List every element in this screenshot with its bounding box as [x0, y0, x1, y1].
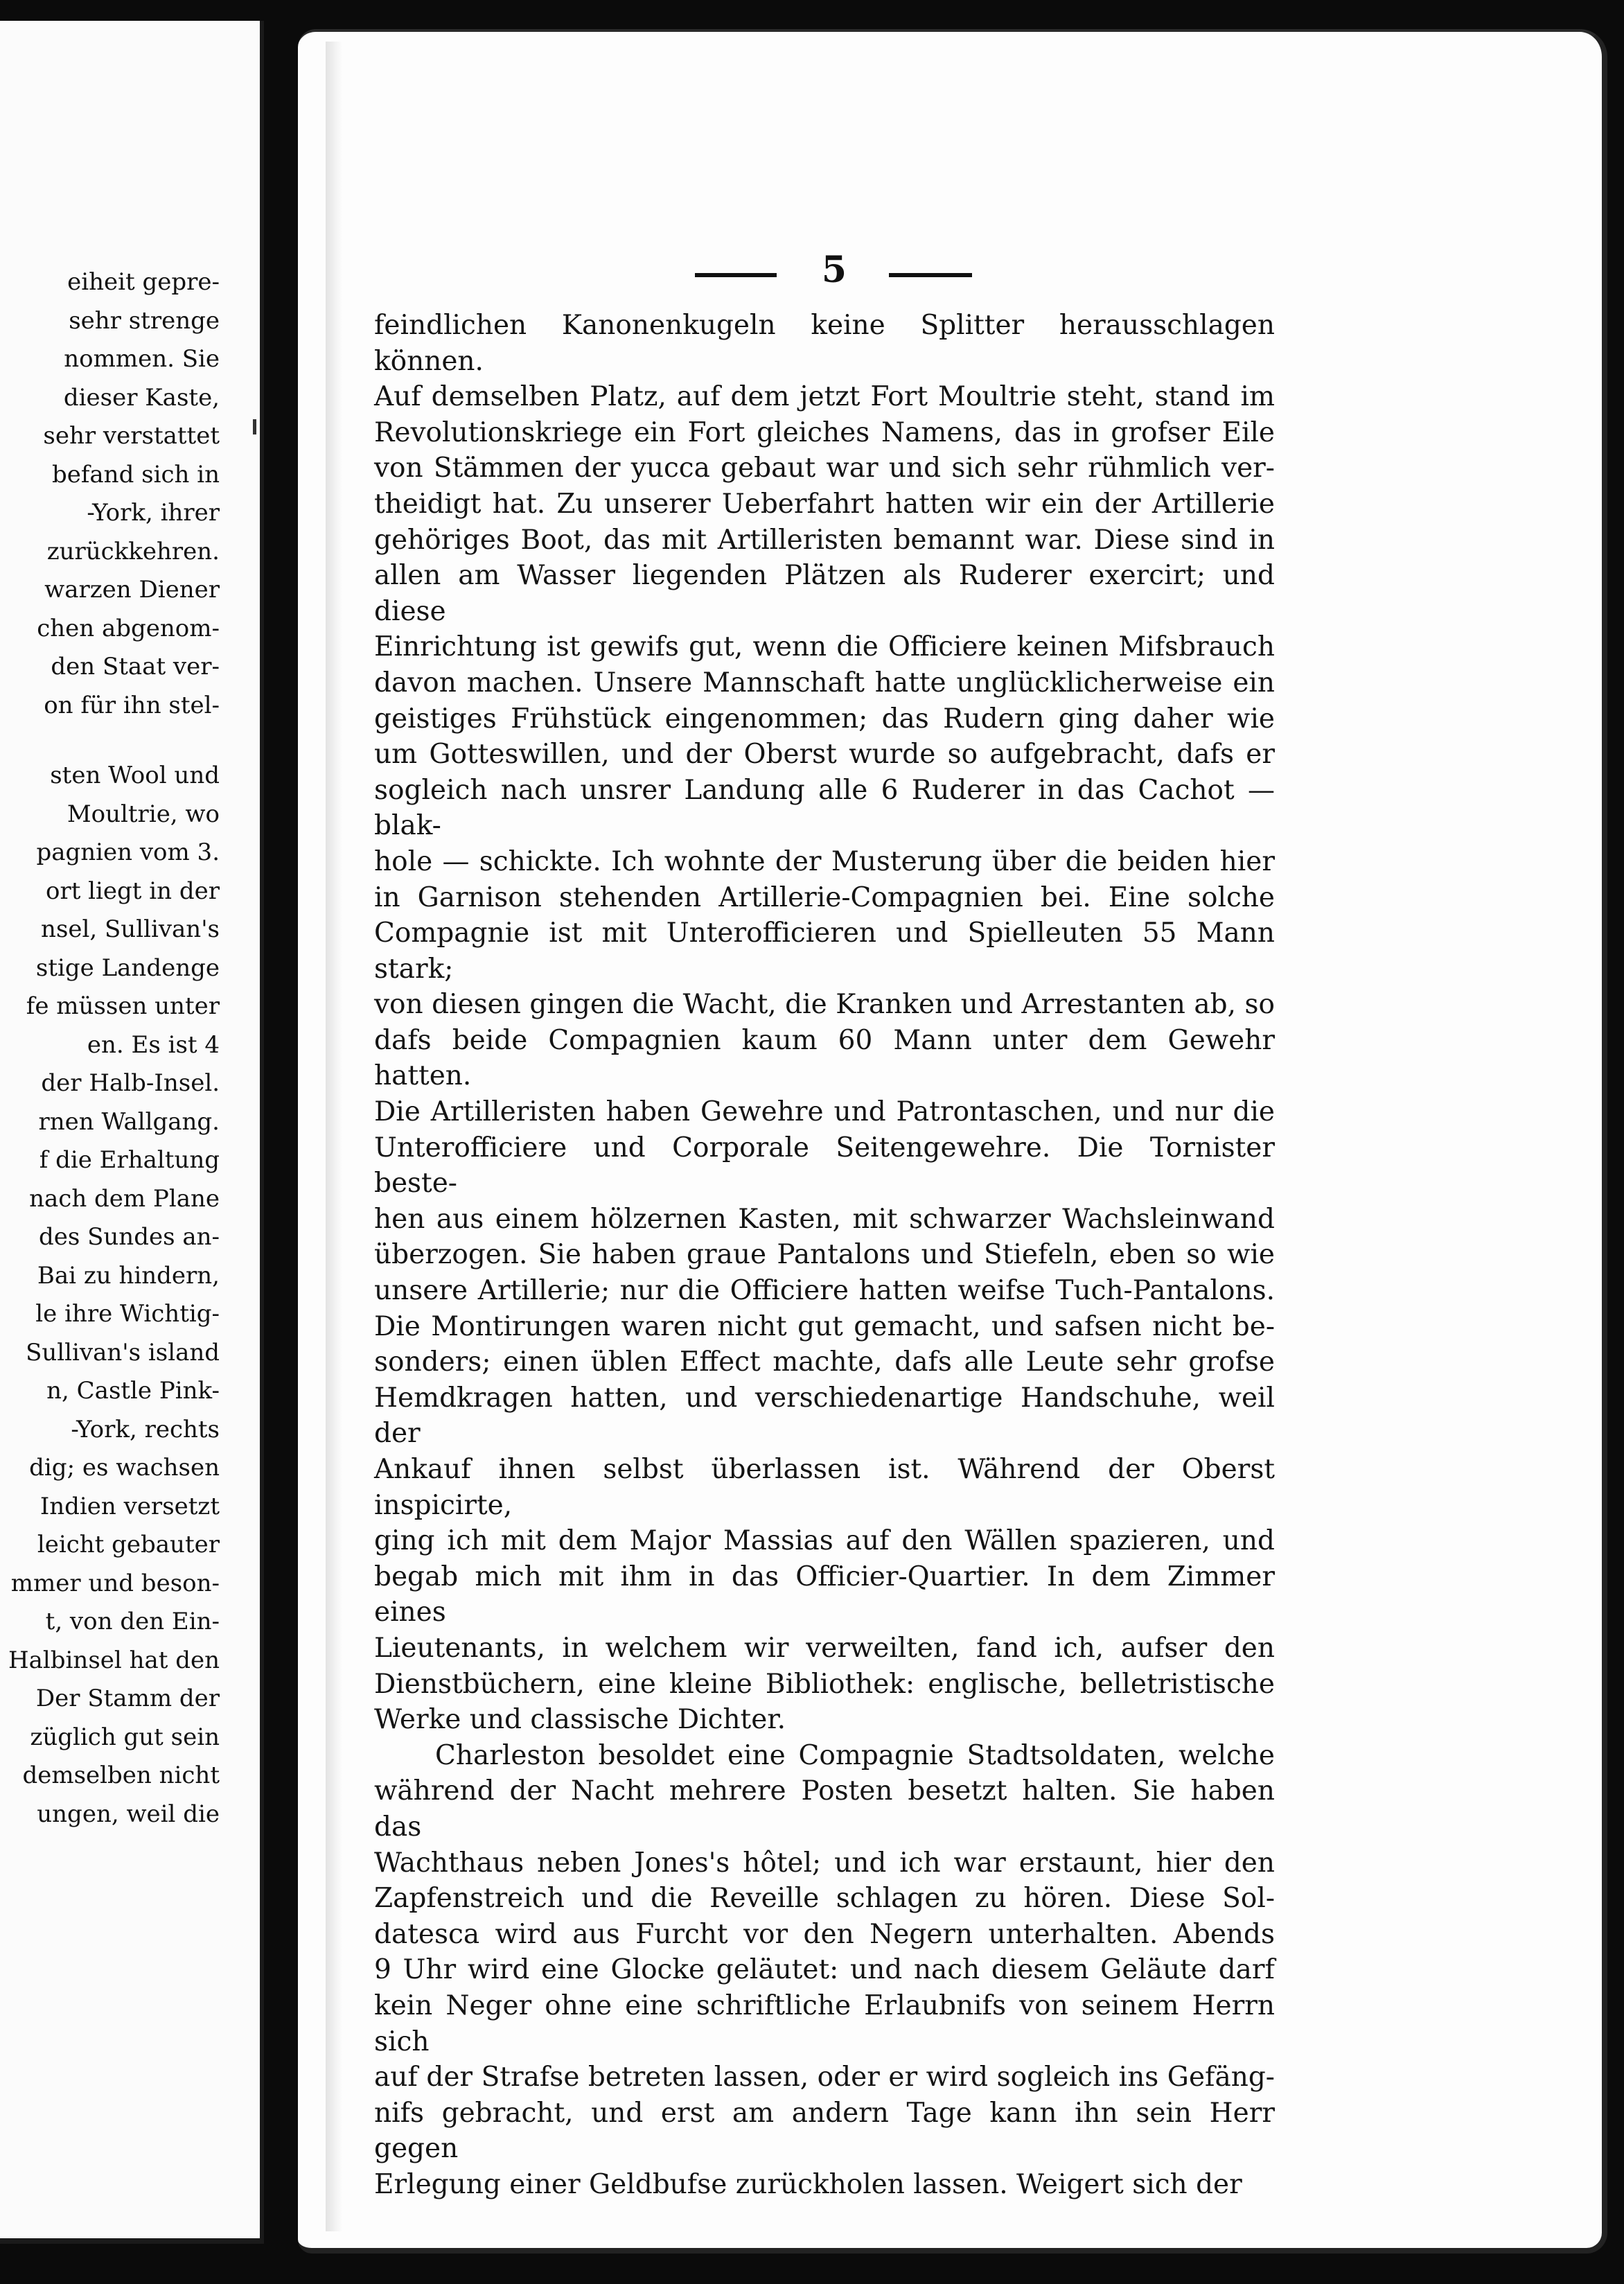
body-line: theidigt hat. Zu unserer Ueberfahrt hatten wir ein der Artillerie	[374, 488, 1275, 520]
left-page-line	[0, 725, 260, 757]
left-page-line: eiheit gepre-	[67, 268, 220, 296]
page-number: 5	[821, 249, 847, 291]
body-line: Wachthaus neben Jones's hôtel; und ich war erstaunt, hier den	[374, 1847, 1275, 1879]
left-page-line: rnen Wallgang.	[38, 1107, 220, 1136]
left-page-line: -York, rechts	[71, 1415, 220, 1443]
body-line: Werke und classische Dichter.	[374, 1704, 786, 1736]
body-line: Ankauf ihnen selbst überlassen ist. Während der Oberst inspicirte,	[374, 1454, 1275, 1521]
left-page-line: Der Stamm der	[35, 1685, 220, 1712]
page-header	[695, 249, 986, 291]
body-line: datesca wird aus Furcht vor den Negern unterhalten. Abends	[374, 1918, 1275, 1950]
left-page-line: den Staat ver-	[51, 653, 220, 680]
left-page-line: f die Erhaltung	[39, 1146, 220, 1174]
left-page-line: ort liegt in der	[45, 877, 220, 905]
body-line: um Gotteswillen, und der Oberst wurde so aufgebracht, dafs er	[374, 739, 1275, 771]
left-page-line: sehr strenge	[69, 306, 220, 335]
body-line: Lieutenants, in welchem wir verweilten, fand ich, aufser den	[374, 1632, 1275, 1664]
body-line: Erlegung einer Geldbufse zurückholen lassen. Weigert sich der	[374, 2168, 1242, 2200]
body-line: Die Artilleristen haben Gewehre und Patrontaschen, und nur die	[374, 1096, 1275, 1128]
body-line: dafs beide Compagnien kaum 60 Mann unter dem Gewehr hatten.	[374, 1024, 1275, 1092]
body-line: begab mich mit ihm in das Officier-Quartier. In dem Zimmer eines	[374, 1561, 1275, 1628]
body-line: auf der Strafse betreten lassen, oder er wird sogleich ins Gefäng-	[374, 2062, 1275, 2093]
body-line: hen aus einem hölzernen Kasten, mit schwarzer Wachsleinwand	[374, 1203, 1275, 1235]
body-line: ging ich mit dem Major Massias auf den Wällen spazieren, und	[374, 1525, 1275, 1557]
body-line: unsere Artillerie; nur die Officiere hatten weifse Tuch-Pantalons.	[374, 1275, 1275, 1307]
left-page-line: warzen Diener	[44, 576, 220, 604]
header-rule-right	[889, 273, 972, 277]
body-line: in Garnison stehenden Artillerie-Compagnien bei. Eine solche	[374, 881, 1275, 913]
body-line: hole — schickte. Ich wohnte der Musterung über die beiden hier	[374, 845, 1275, 877]
header-rule-left	[695, 273, 777, 277]
left-page-line: befand sich in	[51, 460, 220, 489]
left-page-line: nach dem Plane	[29, 1184, 220, 1213]
left-page-line: zurückkehren.	[46, 537, 220, 565]
left-page-line: ungen, weil die	[37, 1800, 220, 1828]
page-gutter-shadow	[326, 42, 342, 2231]
body-line: überzogen. Sie haben graue Pantalons und Stiefeln, eben so wie	[374, 1239, 1275, 1271]
body-line: Charleston besoldet eine Compagnie Stadtsoldaten, welche	[435, 1739, 1275, 1771]
body-line: Compagnie ist mit Unterofficieren und Spielleuten 55 Mann stark;	[374, 917, 1275, 985]
left-page-line: mmer und beson-	[10, 1569, 220, 1597]
body-line: Dienstbüchern, eine kleine Bibliothek: englische, belletristische	[374, 1668, 1275, 1700]
body-line: während der Nacht mehrere Posten besetzt halten. Sie haben das	[374, 1775, 1275, 1843]
left-page-line: leicht gebauter	[37, 1531, 220, 1558]
body-line: Revolutionskriege ein Fort gleiches Namens, das in grofser Eile	[374, 416, 1275, 448]
left-page-line: züglich gut sein	[30, 1723, 220, 1751]
body-line: Auf demselben Platz, auf dem jetzt Fort Moultrie steht, stand im	[374, 381, 1275, 413]
body-line: sonders; einen üblen Effect machte, dafs alle Leute sehr grofse	[374, 1346, 1275, 1378]
left-page-line: on für ihn stel-	[44, 691, 220, 719]
body-line: geistiges Frühstück eingenommen; das Rudern ging daher wie	[374, 703, 1275, 735]
margin-mark	[253, 419, 256, 434]
left-page-line: Halbinsel hat den	[8, 1646, 220, 1674]
left-page-line: dieser Kaste,	[63, 383, 220, 412]
left-page-line: nsel, Sullivan's	[41, 915, 220, 943]
left-page-line: t, von den Ein-	[45, 1608, 220, 1635]
left-page-line: stige Landenge	[35, 954, 220, 982]
body-line: sogleich nach unsrer Landung alle 6 Ruderer in das Cachot — blak-	[374, 774, 1275, 842]
left-page-line: -York, ihrer	[87, 499, 220, 527]
left-page	[0, 21, 264, 2244]
left-page-line: Sullivan's island	[26, 1338, 220, 1367]
body-line: Hemdkragen hatten, und verschiedenartige Handschuhe, weil der	[374, 1382, 1275, 1450]
body-line: Einrichtung ist gewifs gut, wenn die Officiere keinen Mifsbrauch	[374, 631, 1275, 663]
left-page-line: dig; es wachsen	[29, 1454, 220, 1482]
left-page-line: chen abgenom-	[37, 614, 220, 642]
body-line: kein Neger ohne eine schriftliche Erlaubnifs von seinem Herrn sich	[374, 1989, 1275, 2057]
body-line: Die Montirungen waren nicht gut gemacht, und safsen nicht be-	[374, 1310, 1275, 1342]
body-line: Zapfenstreich und die Reveille schlagen zu hören. Diese Sol-	[374, 1883, 1275, 1915]
left-page-line: pagnien vom 3.	[36, 838, 220, 866]
left-page-line: demselben nicht	[22, 1762, 220, 1789]
body-line: nifs gebracht, und erst am andern Tage kann ihn sein Herr gegen	[374, 2097, 1275, 2165]
left-page-text	[0, 263, 260, 1834]
body-line: allen am Wasser liegenden Plätzen als Ruderer exercirt; und diese	[374, 560, 1275, 627]
left-page-line: nommen. Sie	[64, 345, 220, 373]
left-page-line: Moultrie, wo	[67, 800, 220, 828]
left-page-line: des Sundes an-	[38, 1223, 220, 1251]
body-text	[374, 308, 1275, 2202]
body-line: 9 Uhr wird eine Glocke geläutet: und nach diesem Geläute darf	[374, 1954, 1275, 1986]
body-line: von diesen gingen die Wacht, die Kranken und Arrestanten ab, so	[374, 989, 1275, 1021]
left-page-line: n, Castle Pink-	[46, 1377, 220, 1405]
left-page-line: le ihre Wichtig-	[35, 1300, 220, 1328]
body-line: gehöriges Boot, das mit Artilleristen bemannt war. Diese sind in	[374, 524, 1275, 556]
left-page-line: sten Wool und	[50, 762, 220, 789]
left-page-line: sehr verstattet	[43, 422, 220, 450]
left-page-line: Bai zu hindern,	[37, 1261, 220, 1290]
body-line: davon machen. Unsere Mannschaft hatte unglücklicherweise ein	[374, 667, 1275, 699]
left-page-line: fe müssen unter	[26, 992, 220, 1020]
left-page-line: Indien versetzt	[39, 1492, 220, 1520]
left-page-line: der Halb-Insel.	[41, 1069, 220, 1097]
body-line: von Stämmen der yucca gebaut war und sich sehr rühmlich ver-	[374, 453, 1275, 484]
left-page-line: en. Es ist 4	[87, 1030, 220, 1059]
body-line: Unterofficiere und Corporale Seitengewehre. Die Tornister beste-	[374, 1132, 1275, 1200]
body-line: feindlichen Kanonenkugeln keine Splitter herausschlagen können.	[374, 310, 1275, 377]
